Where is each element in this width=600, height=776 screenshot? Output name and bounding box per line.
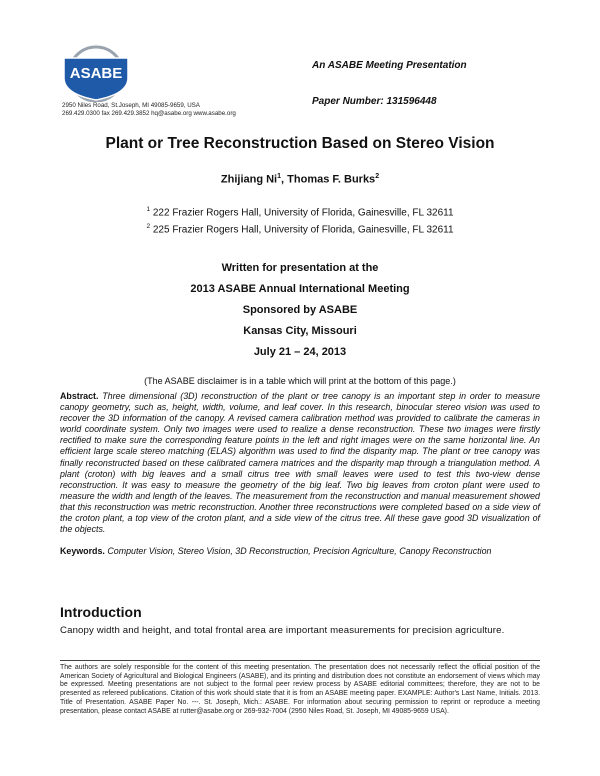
footer-disclaimer: The authors are solely responsible for the content of this meeting presentation. The presentation does not necessarily reflect the official position of the American Society of Agricultural and Biological Engineers (ASABE), and its printing and distribution does not constitute an endorsement of views which may be expressed. Meeting presentations are not subject to the formal peer review process by ASABE editorial committees; therefore, they are not to be presented as refereed publications. Citation of this work should state that it is from an ASABE meeting paper. EXAMPLE: Author's Last Name, Initials. 2013. Title of Presentation. ASABE Paper No. ---. St. Joseph, Mich.: ASABE. For information about securing permission to reprint or reproduce a meeting presentation, please contact ASABE at rutter@asabe.org or 269-932-7004 (2950 Niles Road, St. Joseph, MI 49085-9659 USA). xyxy=(60,664,540,715)
meeting-label: An ASABE Meeting Presentation xyxy=(312,60,467,71)
society-address xyxy=(62,102,236,118)
abstract-label: Abstract. xyxy=(60,391,99,401)
introduction-text: Canopy width and height, and total frontal area are important measurements for precision agriculture. xyxy=(60,625,505,636)
affiliation-1 xyxy=(0,206,600,218)
author-line xyxy=(0,173,600,186)
affiliation-2-text: 225 Frazier Rogers Hall, University of Florida, Gainesville, FL 32611 xyxy=(152,224,454,236)
address-line-1: 2950 Niles Road, St.Joseph, MI 49085-9659, USA xyxy=(62,102,200,109)
logo-text: ASABE xyxy=(69,65,123,82)
keywords-label: Keywords. xyxy=(60,546,105,556)
presentation-block xyxy=(0,258,600,363)
disclaimer-note: (The ASABE disclaimer is in a table which will print at the bottom of this page.) xyxy=(144,376,456,386)
address-line-2: 269.429.0300 fax 269.429.3852 hq@asabe.org www.asabe.org xyxy=(62,110,236,118)
footer-divider xyxy=(60,660,540,661)
presentation-line-4: Kansas City, Missouri xyxy=(243,325,357,337)
paper-number: Paper Number: 131596448 xyxy=(312,96,437,107)
introduction-heading: Introduction xyxy=(60,604,142,620)
affiliation-2 xyxy=(0,223,600,235)
presentation-line-5: July 21 – 24, 2013 xyxy=(253,346,347,358)
paper-title: Plant or Tree Reconstruction Based on Stereo Vision xyxy=(105,135,495,152)
presentation-line-1: Written for presentation at the xyxy=(221,262,379,274)
keywords-text: Computer Vision, Stereo Vision, 3D Reconstruction, Precision Agriculture, Canopy Reconstruction xyxy=(107,546,492,556)
affiliation-1-sup: 1 xyxy=(146,206,151,213)
presentation-line-2: 2013 ASABE Annual International Meeting xyxy=(190,283,410,295)
author-1-sup: 1 xyxy=(277,173,282,180)
keywords xyxy=(60,546,540,556)
author-1: Zhijiang Ni xyxy=(220,173,278,186)
affiliation-1-text: 222 Frazier Rogers Hall, University of Florida, Gainesville, FL 32611 xyxy=(152,207,454,219)
asabe-logo xyxy=(60,44,132,102)
affiliation-2-sup: 2 xyxy=(146,223,151,230)
author-2-sup: 2 xyxy=(375,173,380,180)
abstract xyxy=(60,391,540,535)
abstract-text: Three dimensional (3D) reconstruction of the plant or tree canopy is an important step in order to measure canopy geometry, such as, height, width, volume, and leaf cover. In this research, binocular stereo vision was used to recover the 3D information of the canopy. A revised camera calibration method was provided to calibrate the cameras in world coordinate system. Only two images were used to realize a dense reconstruction. These two images were firstly rectified to make sure the corresponding feature points in the left and right images were on the same horizontal line. An efficient large scale stereo matching (ELAS) algorithm was used to find the disparity map. The plant or tree canopy was finally reconstructed based on these calibrated camera matrices and the disparity map through a triangulation method. A plant (croton) with big leaves and a small citrus tree with small leaves were used to test this two-view dense reconstruction. It was easy to measure the geometry of the big leaf. Two big leaves from croton plant were used to measure the width and length of the leaves. The measurement from the reconstruction and manual measurement showed that this reconstruction was metric reconstruction. Another three reconstructions were completed based on a side view of the croton plant, a top view of the croton plant, and a side view of the citrus tree. All these gave good 3D visualization of the objects. xyxy=(60,391,541,535)
author-2: Thomas F. Burks xyxy=(287,173,376,186)
author-separator: , xyxy=(281,173,288,186)
presentation-line-3: Sponsored by ASABE xyxy=(242,304,358,316)
